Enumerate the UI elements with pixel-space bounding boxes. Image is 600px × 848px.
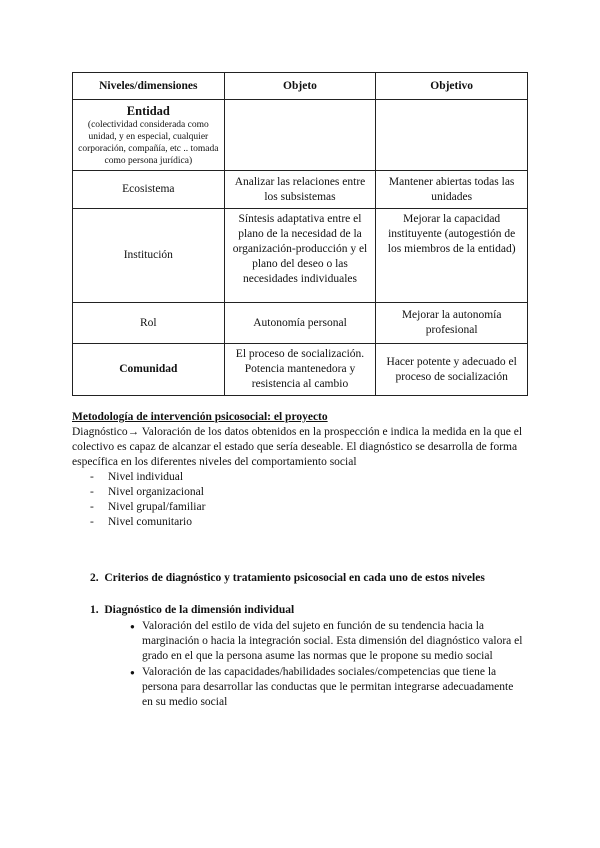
- table-row: [73, 209, 528, 303]
- list-item: - Nivel comunitario: [72, 515, 532, 530]
- cell-objetivo: [376, 100, 528, 171]
- cell-objeto: El proceso de socialización. Potencia mantenedora y resistencia al cambio: [224, 344, 376, 396]
- header-objetivo: Objetivo: [376, 73, 528, 100]
- list-item: ● Valoración del estilo de vida del sujeto en función de su tendencia hacia la marginación o hacia la integración social. Esta dimensión del diagnóstico valora el grado en el que la persona asume las normas que le propone su medio social: [72, 619, 527, 664]
- level-name: Ecosistema: [73, 171, 225, 209]
- level-name: Rol: [73, 303, 225, 344]
- levels-table: [72, 72, 528, 396]
- table-row: [73, 344, 528, 396]
- heading-individual: [90, 603, 550, 618]
- table-row: [73, 171, 528, 209]
- table-row: [73, 100, 528, 171]
- cell-objetivo: Hacer potente y adecuado el proceso de socialización: [376, 344, 528, 396]
- heading-text: Criterios de diagnóstico y tratamiento psicosocial en cada uno de estos niveles: [104, 572, 485, 584]
- heading-text: Diagnóstico de la dimensión individual: [104, 604, 295, 616]
- list-item: ● Valoración de las capacidades/habilidades sociales/competencias que tiene la persona para desarrollar las conductas que le permitan integrarse adecuadamente en su medio social: [72, 665, 527, 710]
- list-item: - Nivel organizacional: [72, 485, 532, 500]
- methodology-section: [72, 410, 532, 530]
- header-levels: Niveles/dimensiones: [73, 73, 225, 100]
- cell-objeto: [224, 100, 376, 171]
- level-name: Entidad: [126, 103, 170, 118]
- levels-list: [72, 470, 532, 530]
- level-name: Comunidad: [73, 344, 225, 396]
- cell-objeto: Analizar las relaciones entre los subsistemas: [224, 171, 376, 209]
- cell-objetivo: Mejorar la autonomía profesional: [376, 303, 528, 344]
- cell-objeto: Síntesis adaptativa entre el plano de la necesidad de la organización-producción y el plano del deseo o las necesidades individuales: [224, 209, 376, 303]
- level-name: Institución: [73, 209, 225, 303]
- heading-number: 2.: [90, 572, 99, 584]
- cell-objetivo: Mejorar la capacidad instituyente (autogestión de los miembros de la entidad): [376, 209, 528, 303]
- list-item: - Nivel individual: [72, 470, 532, 485]
- list-item: - Nivel grupal/familiar: [72, 500, 532, 515]
- cell-objetivo: Mantener abiertas todas las unidades: [376, 171, 528, 209]
- level-note: (colectividad considerada como unidad, y en especial, cualquier corporación, compañía, etc .. tomada como persona jurídica): [78, 119, 219, 166]
- bullet-list: [72, 619, 527, 710]
- heading-criterios: [90, 571, 550, 586]
- section-title: Metodología de intervención psicosocial: el proyecto: [72, 411, 328, 423]
- table-row: [73, 303, 528, 344]
- section-paragraph: Diagnóstico→ Valoración de los datos obtenidos en la prospección e indica la medida en la que el colectivo es capaz de alcanzar el estado que sería deseable. El diagnóstico se desarrolla de forma específica en los diferentes niveles del comportamiento social: [72, 426, 523, 468]
- header-objeto: Objeto: [224, 73, 376, 100]
- cell-objeto: Autonomía personal: [224, 303, 376, 344]
- heading-number: 1.: [90, 604, 99, 616]
